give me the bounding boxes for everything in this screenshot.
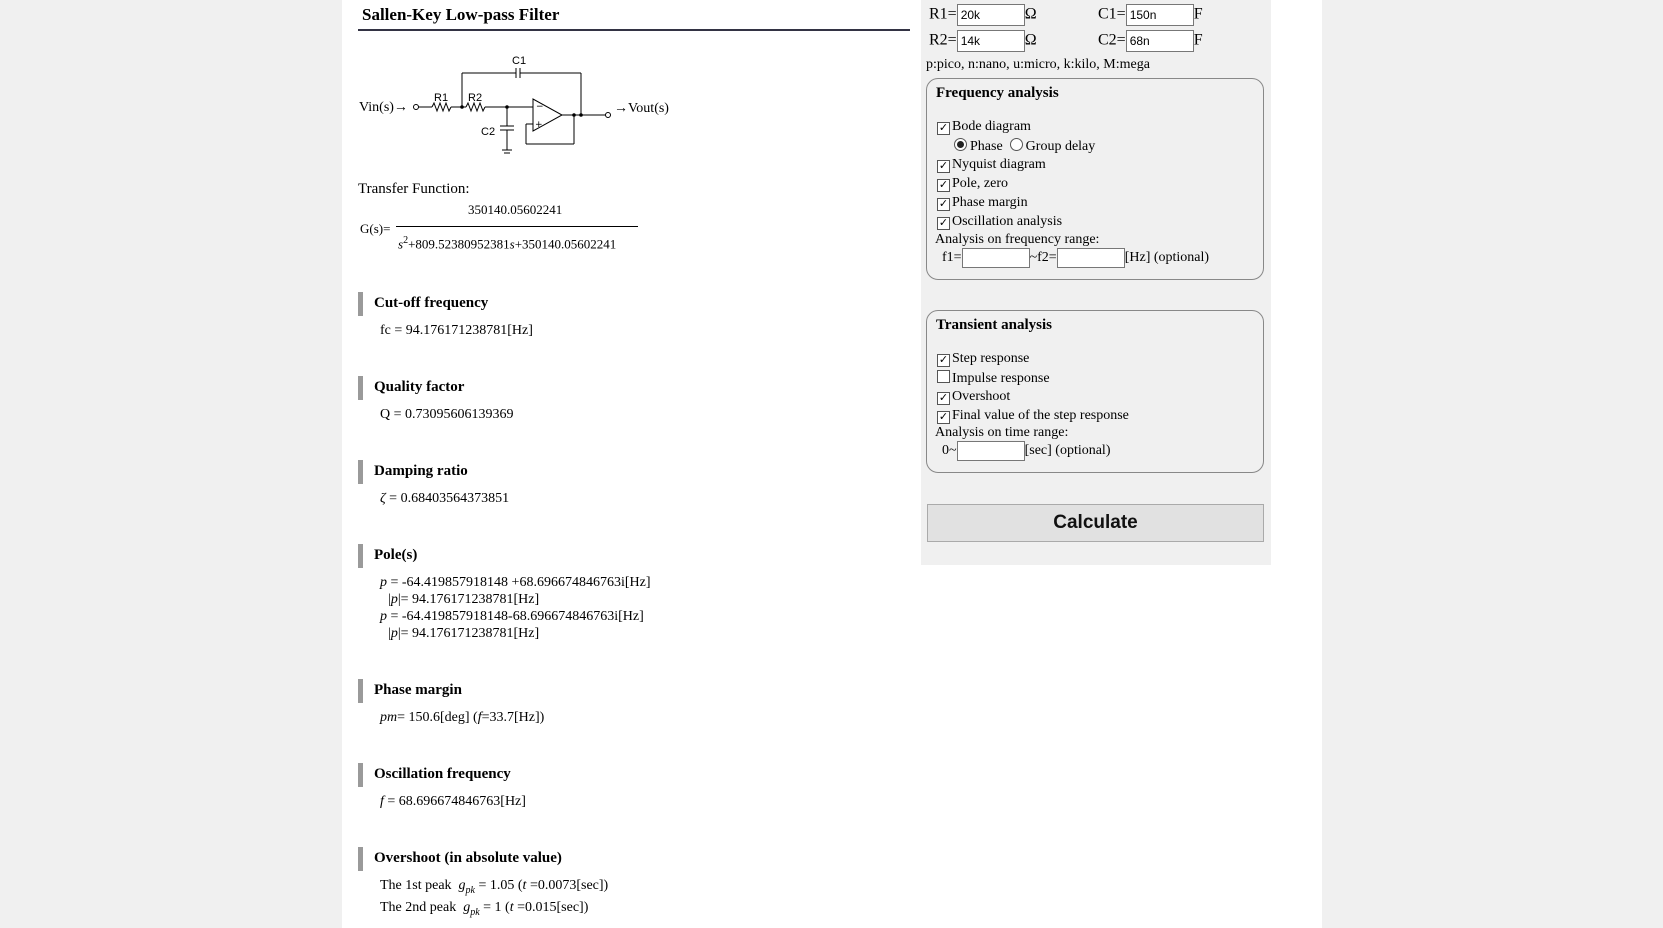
unit-prefix-note: p:pico, n:nano, u:micro, k:kilo, M:mega	[926, 57, 1150, 72]
r1-unit: Ω	[1024, 5, 1037, 23]
page	[342, 0, 1322, 928]
c2-input[interactable]	[1126, 30, 1194, 52]
pole-1: p = -64.419857918148 +68.696674846763i[Hz]	[380, 575, 651, 590]
quality-value: Q = 0.73095606139369	[380, 407, 514, 422]
c1-input[interactable]	[1126, 4, 1194, 26]
svg-text:−: −	[536, 102, 544, 112]
section-overshoot	[358, 847, 898, 921]
phase-margin-checkbox[interactable]: ✓	[938, 198, 949, 210]
impulse-checkbox[interactable]	[937, 370, 950, 383]
group-delay-radio[interactable]	[1010, 138, 1023, 151]
svg-text:+: +	[535, 120, 543, 130]
overshoot-peak-1: The 1st peak $g_{pk} = 1.05$ (t =0.0073[sec])	[380, 878, 609, 896]
r1-label-text: R1=	[929, 5, 957, 23]
option-impulse: Impulse response	[937, 370, 1050, 387]
vin-label: Vin(s)→	[359, 100, 408, 115]
phase-radio[interactable]	[954, 138, 967, 151]
section-poles	[358, 544, 898, 642]
section-quality	[358, 376, 898, 423]
option-final-value: ✓ Final value of the step response	[938, 408, 1129, 423]
nyquist-checkbox[interactable]: ✓	[938, 160, 949, 172]
option-pole-zero: ✓ Pole, zero	[938, 176, 1008, 191]
time-range-label: Analysis on time range:	[935, 425, 1069, 440]
option-nyquist: ✓ Nyquist diagram	[938, 157, 1046, 172]
pole-zero-checkbox[interactable]: ✓	[938, 179, 949, 191]
r2-row	[929, 30, 1037, 52]
transfer-function-label: Transfer Function:	[358, 181, 470, 197]
damping-value: ζ = 0.68403564373851	[380, 491, 510, 506]
c1-label: C1	[512, 55, 527, 67]
vin-terminal	[414, 105, 419, 110]
frequency-analysis-box	[926, 78, 1264, 280]
pole-2: p = -64.419857918148-68.696674846763i[Hz]	[380, 609, 644, 624]
f1-input[interactable]	[962, 248, 1030, 268]
overshoot-checkbox[interactable]: ✓	[938, 392, 949, 404]
c2-label-text: C2=	[1098, 31, 1126, 49]
phase-margin-value: pm= 150.6[deg] (f=33.7[Hz])	[380, 710, 545, 725]
r2-input[interactable]	[957, 30, 1025, 52]
quality-heading: Quality factor	[358, 376, 898, 400]
c1-label-text: C1=	[1098, 5, 1126, 23]
final-value-checkbox[interactable]: ✓	[938, 411, 949, 423]
step-checkbox[interactable]: ✓	[938, 354, 949, 366]
cutoff-value: fc = 94.176171238781[Hz]	[380, 323, 533, 338]
page-title: Sallen-Key Low-pass Filter	[358, 4, 910, 31]
circuit-diagram	[356, 54, 706, 174]
transfer-function	[360, 202, 660, 258]
damping-heading: Damping ratio	[358, 460, 898, 484]
time-range-input[interactable]	[957, 441, 1025, 461]
overshoot-heading: Overshoot (in absolute value)	[358, 847, 898, 871]
option-phase-margin: ✓ Phase margin	[938, 195, 1028, 210]
calculate-button[interactable]: Calculate	[927, 504, 1264, 542]
option-overshoot: ✓ Overshoot	[938, 389, 1011, 404]
section-damping	[358, 460, 898, 507]
oscillation-frequency-heading: Oscillation frequency	[358, 763, 898, 787]
pole-2-magnitude: |p|= 94.176171238781[Hz]	[388, 626, 540, 641]
option-oscillation: ✓ Oscillation analysis	[938, 214, 1063, 229]
transient-analysis-box	[926, 310, 1264, 473]
option-step: ✓ Step response	[938, 351, 1030, 366]
transfer-numerator: 350140.05602241	[468, 202, 563, 217]
oscillation-frequency-value: f = 68.696674846763[Hz]	[380, 794, 526, 809]
vout-label: →Vout(s)	[614, 101, 669, 116]
vout-terminal	[606, 113, 611, 118]
c2-unit: F	[1193, 31, 1203, 49]
r1-input[interactable]	[957, 4, 1025, 26]
f2-input[interactable]	[1057, 248, 1125, 268]
r1-row	[929, 4, 1037, 26]
section-oscillation-frequency	[358, 763, 898, 810]
time-range-row: 0~ [sec] (optional)	[942, 441, 1111, 461]
r2-label-text: R2=	[929, 31, 957, 49]
c2-row	[1098, 30, 1203, 52]
phase-margin-heading: Phase margin	[358, 679, 898, 703]
r1-label: R1	[434, 92, 449, 104]
option-phase: Phase Group delay	[954, 138, 1095, 155]
overshoot-peak-2: The 2nd peak $g_{pk} = 1$ (t =0.015[sec])	[380, 899, 589, 918]
poles-heading: Pole(s)	[358, 544, 898, 568]
fraction-bar	[396, 226, 638, 227]
frequency-range-label: Analysis on frequency range:	[935, 232, 1100, 247]
frequency-analysis-heading: Frequency analysis	[936, 85, 1059, 101]
pole-1-magnitude: |p|= 94.176171238781[Hz]	[388, 592, 540, 607]
r2-label: R2	[468, 92, 483, 104]
cutoff-heading: Cut-off frequency	[358, 292, 898, 316]
bode-checkbox[interactable]: ✓	[938, 122, 949, 134]
c1-unit: F	[1193, 5, 1203, 23]
option-bode: ✓ Bode diagram	[938, 119, 1031, 134]
frequency-range-row: f1= ~f2= [Hz] (optional)	[942, 248, 1209, 268]
transfer-denominator: $s^2+809.52380952381s+350140.05602241$	[398, 235, 617, 252]
transfer-lhs: G(s)=	[360, 221, 391, 236]
section-phase-margin	[358, 679, 898, 726]
section-cutoff	[358, 292, 898, 339]
transient-analysis-heading: Transient analysis	[936, 317, 1052, 333]
c1-row	[1098, 4, 1203, 26]
input-panel	[921, 0, 1271, 565]
oscillation-checkbox[interactable]: ✓	[938, 217, 949, 229]
c2-label: C2	[481, 126, 496, 138]
r2-unit: Ω	[1024, 31, 1037, 49]
